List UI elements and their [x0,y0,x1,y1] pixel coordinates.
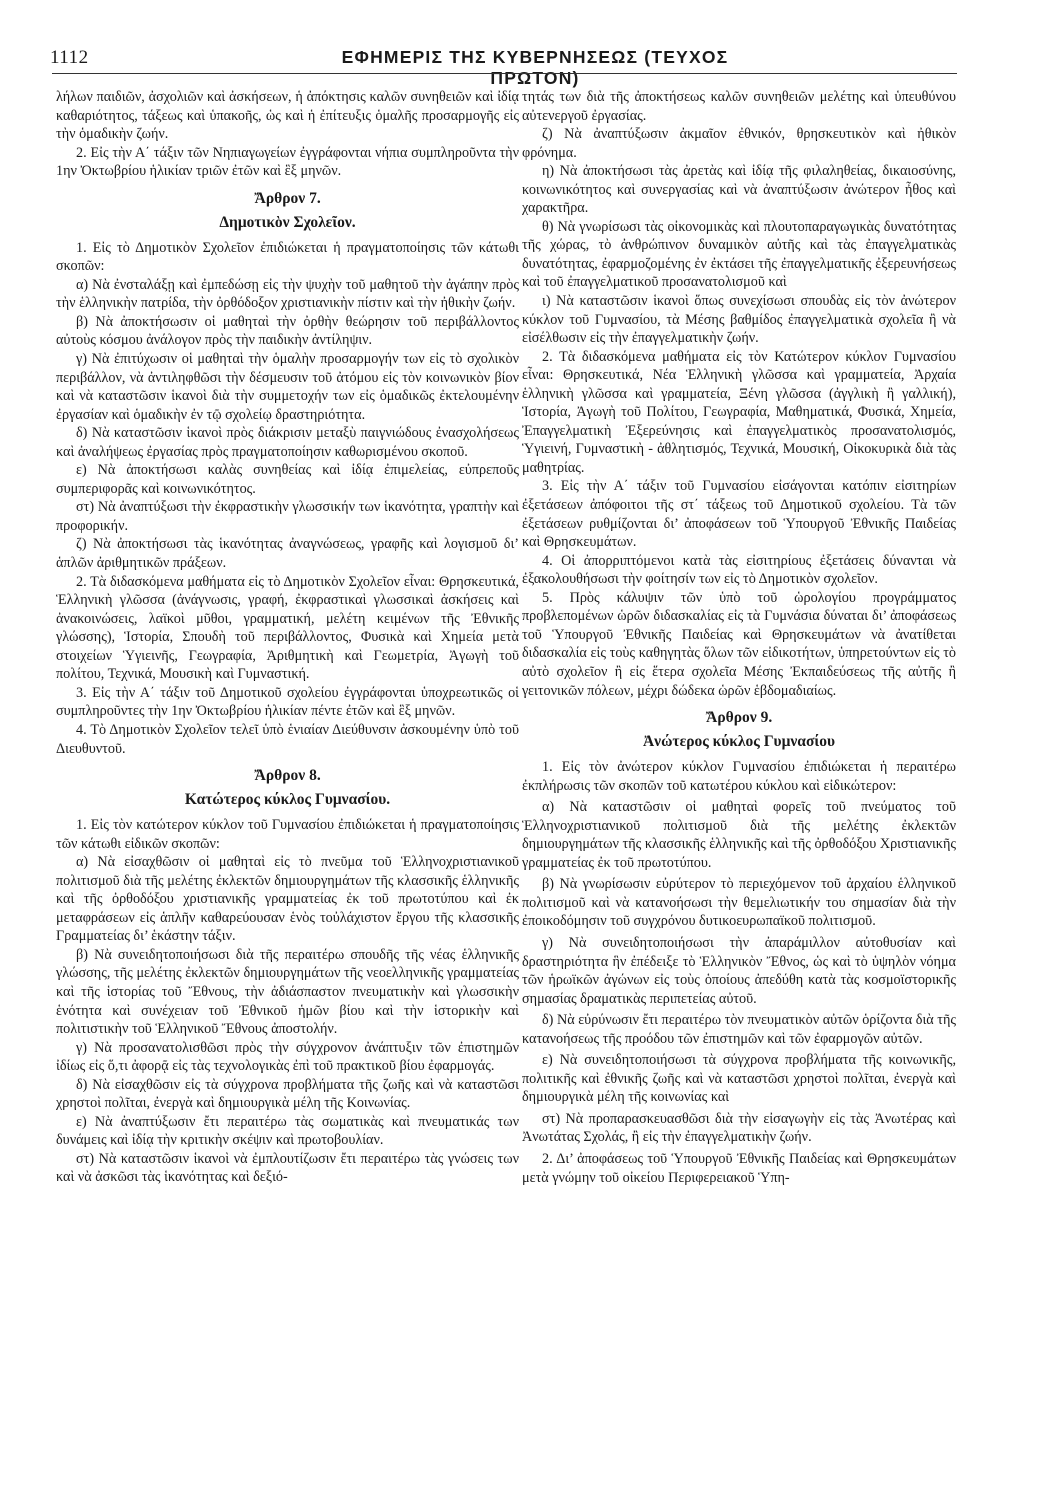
paragraph: στ) Νὰ καταστῶσιν ἱκανοὶ νὰ ἐμπλουτίζωσιν ἔτι περαιτέρω τὰς γνώσεις των καὶ νὰ ἀσκῶσι τὰς ἱκανότητας καὶ δεξιό- [56,1150,519,1186]
paragraph: θ) Νὰ γνωρίσωσι τὰς οἰκονομικὰς καὶ πλουτοπαραγωγικὰς δυνατότητας τῆς χώρας, τὸ ἀνθρώπινον δυναμικὸν αὐτῆς καὶ τὰς ἐπαγγελματικὰς δυνατότητας, ἐφαρμοζομένης ἐν ἐκτάσει τῆς ἐπαγγελματικῆς ἐξερευνήσεως καὶ τοῦ ἐπαγγελματικοῦ προσανατολισμοῦ καὶ [522,218,956,291]
header-divider [52,73,957,74]
paragraph: γ) Νὰ συνειδητοποιήσωσι τὴν ἀπαράμιλλον αὐτοθυσίαν καὶ δραστηριότητα ἣν ἐπέδειξε τὸ Ἑλληνικὸν Ἔθνος, ὡς καὶ τὸ ὑψηλὸν νόημα τῶν ἡρωϊκῶν ἀγώνων εἰς τοὺς ὁποίους ἀπεδύθη κατὰ τὰς κοσμοϊστορικῆς σημασίας δραματικὰς περιπετείας αὐτοῦ. [522,934,956,1007]
paragraph: 1. Εἰς τὸν ἀνώτερον κύκλον Γυμνασίου ἐπιδιώκεται ἡ περαιτέρω ἐκπλήρωσις τῶν σκοπῶν τοῦ κατωτέρου κύκλου καὶ εἰδικώτερον: [522,759,956,794]
paragraph: β) Νὰ γνωρίσωσιν εὐρύτερον τὸ περιεχόμενον τοῦ ἀρχαίου ἑλληνικοῦ πολιτισμοῦ καὶ νὰ κατανοήσωσι τὴν θεμελιωτικήν του σημασίαν διὰ τὴν ἐποικοδόμησιν τοῦ συγχρόνου δυτικοευρωπαϊκοῦ πολιτισμοῦ. [522,876,956,930]
paragraph: 1. Εἰς τὸν κατώτερον κύκλον τοῦ Γυμνασίου ἐπιδιώκεται ἡ πραγματοποίησις τῶν κάτωθι εἰδικῶν σκοπῶν: [56,817,519,852]
article-title-heading: Δημοτικὸν Σχολεῖον. [219,213,356,231]
paragraph: α) Νὰ καταστῶσιν οἱ μαθηταὶ φορεῖς τοῦ πνεύματος τοῦ Ἑλληνοχριστιανικοῦ πολιτισμοῦ διὰ τῆς μελέτης ἐκλεκτῶν δημιουργημάτων τῆς κλασσικῆς ἑλληνικῆς καὶ τῆς ὀρθοδόξου Χριστιανικῆς γραμματείας ἐκ τοῦ πρωτοτύπου. [522,799,956,871]
paragraph: δ) Νὰ καταστῶσιν ἱκανοὶ πρὸς διάκρισιν μεταξὺ παιγνιώδους ἐνασχολήσεως καὶ ἀναλήψεως ἐργασίας πρὸς πραγματοποίησιν καθωρισμένου σκοποῦ. [56,425,519,460]
article-number-heading: Ἄρθρον 8. [254,767,321,785]
gazette-title: ΕΦΗΜΕΡΙΣ ΤΗΣ ΚΥΒΕΡΝΗΣΕΩΣ (ΤΕΥΧΟΣ ΠΡΩΤΟΝ) [341,47,729,88]
paragraph: δ) Νὰ εὐρύνωσιν ἔτι περαιτέρω τὸν πνευματικὸν αὐτῶν ὁρίζοντα διὰ τῆς κατανοήσεως τῆς προόδου τῶν ἐπιστημῶν καὶ τῶν ἐφαρμογῶν αὐτῶν. [522,1012,956,1047]
paragraph: 3. Εἰς τὴν Α΄ τάξιν τοῦ Δημοτικοῦ σχολείου ἐγγράφονται ὑποχρεωτικῶς οἱ συμπληροῦντες τὴν 1ην Ὀκτωβρίου ἡλικίαν πέντε ἐτῶν καὶ ἓξ μηνῶν. [56,684,519,720]
paragraph: η) Νὰ ἀποκτήσωσι τὰς ἀρετὰς καὶ ἰδίᾳ τῆς φιλαληθείας, δικαιοσύνης, κοινωνικότητος καὶ συνεργασίας καὶ νὰ ἀναπτύξωσιν ἀνώτερον ἦθος καὶ χαρακτῆρα. [522,163,956,217]
paragraph: ζ) Νὰ ἀποκτήσωσι τὰς ἱκανότητας ἀναγνώσεως, γραφῆς καὶ λογισμοῦ δι’ ἁπλῶν ἀριθμητικῶν πράξεων. [56,536,519,572]
paragraph: ε) Νὰ συνειδητοποιήσωσι τὰ σύγχρονα προβλήματα τῆς κοινωνικῆς, πολιτικῆς καὶ ἐθνικῆς ζωῆς καὶ νὰ καταστῶσι χρηστοὶ πολῖται, ἐνεργὰ καὶ δημιουργικὰ μέλη τῆς κοινωνίας καὶ [522,1052,956,1106]
paragraph: στ) Νὰ ἀναπτύξωσι τὴν ἐκφραστικὴν γλωσσικήν των ἱκανότητα, γραπτὴν καὶ προφορικήν. [56,499,519,534]
paragraph: ζ) Νὰ ἀναπτύξωσιν ἀκμαῖον ἐθνικόν, θρησκευτικὸν καὶ ἠθικὸν φρόνημα. [522,126,956,161]
paragraph: 2. Δι’ ἀποφάσεως τοῦ Ὑπουργοῦ Ἐθνικῆς Παιδείας καὶ Θρησκευμάτων μετὰ γνώμην τοῦ οἰκείου Περιφερειακοῦ Ὑπη- [522,1150,956,1186]
paragraph: δ) Νὰ εἰσαχθῶσιν εἰς τὰ σύγχρονα προβλήματα τῆς ζωῆς καὶ νὰ καταστῶσι χρηστοὶ πολῖται, ἐνεργὰ καὶ δημιουργικὰ μέλη τῆς Κοινωνίας. [56,1076,519,1112]
left-column [56,88,519,1187]
paragraph: 3. Εἰς τὴν Α΄ τάξιν τοῦ Γυμνασίου εἰσάγονται κατόπιν εἰσιτηρίων ἐξετάσεων ἀπόφοιτοι τῆς στ΄ τάξεως τοῦ Δημοτικοῦ σχολείου. Τὰ τῶν ἐξετάσεων ρυθμίζονται δι’ ἀποφάσεων τοῦ Ὑπουργοῦ Ἐθνικῆς Παιδείας καὶ Θρησκευμάτων. [522,478,956,551]
paragraph: ι) Νὰ καταστῶσιν ἱκανοὶ ὅπως συνεχίσωσι σπουδὰς εἰς τὸν ἀνώτερον κύκλον τοῦ Γυμνασίου, τὰ Μέσης βαθμίδος ἐπαγγελματικὰ σχολεῖα ἢ νὰ εἰσέλθωσιν εἰς τὴν ἐπαγγελματικὴν ζωήν. [522,293,956,347]
paragraph: 4. Οἱ ἀπορριπτόμενοι κατὰ τὰς εἰσιτηρίους ἐξετάσεις δύνανται νὰ ἐξακολουθήσωσι τὴν φοίτησίν των εἰς τὸ Δημοτικὸν σχολεῖον. [522,552,956,588]
paragraph: α) Νὰ εἰσαχθῶσιν οἱ μαθηταὶ εἰς τὸ πνεῦμα τοῦ Ἑλληνοχριστιανικοῦ πολιτισμοῦ διὰ τῆς μελέτης ἐκλεκτῶν δημιουργημάτων τῆς κλασσικῆς ἑλληνικῆς καὶ τῆς ὀρθοδόξου χριστιανικῆς γραμματείας ἐκ τοῦ πρωτοτύπου καὶ ἐκ μεταφράσεων εἰς ἁπλῆν καθαρεύουσαν ἑνὸς τοὐλάχιστον ἔργου τῆς κλασσικῆς Γραμματείας δι’ ἑκάστην τάξιν. [56,854,519,945]
paragraph: γ) Νὰ ἐπιτύχωσιν οἱ μαθηταὶ τὴν ὁμαλὴν προσαρμογήν των εἰς τὸ σχολικὸν περιβάλλον, νὰ ἀντιληφθῶσι τὴν δέσμευσιν τοῦ ἀτόμου εἰς τὸν κοινωνικὸν βίον καὶ νὰ καταστῶσιν ἱκανοὶ διὰ τὴν συμμετοχήν των εἰς ὁμαδικῶς ἐκτελουμένην ἐργασίαν καὶ ὁμαδικὴν ἐν τῷ σχολείῳ δραστηριότητα. [56,351,519,423]
paragraph: ε) Νὰ ἀναπτύξωσιν ἔτι περαιτέρω τὰς σωματικὰς καὶ πνευματικάς των δυνάμεις καὶ ἰδίᾳ τὴν κριτικὴν σκέψιν καὶ πρωτοβουλίαν. [56,1113,519,1149]
continued-paragraph: λήλων παιδιῶν, ἀσχολιῶν καὶ ἀσκήσεων, ἡ ἀπόκτησις καλῶν συνηθειῶν καὶ ἰδίᾳ καθαριότητος, τάξεως καὶ ὑπακοῆς, ὡς καὶ ἡ ἐπίτευξις ὁμαλῆς προσαρμογῆς εἰς τὴν ὁμαδικὴν ζωήν. [56,89,519,143]
paragraph: 2. Τὰ διδασκόμενα μαθήματα εἰς τὸ Δημοτικὸν Σχολεῖον εἶναι: Θρησκευτικά, Ἑλληνικὴ γλῶσσα (ἀνάγνωσις, γραφή, ἐκφραστικαὶ γλωσσικαὶ ἀσκήσεις καὶ ἀνακοινώσεις, λαϊκοὶ μῦθοι, γραμματική, μελέτη κειμένων τῆς Ἐθνικῆς γλώσσης), Ἱστορία, Σπουδὴ τοῦ περιβάλλοντος, Φυσικὰ καὶ Χημεία μετὰ στοιχείων Ὑγιεινῆς, Γεωγραφία, Ἀριθμητικὴ καὶ Γεωμετρία, Ἀγωγὴ τοῦ πολίτου, Τεχνικά, Μουσικὴ καὶ Γυμναστική. [56,573,519,683]
paragraph: 2. Εἰς τὴν Α΄ τάξιν τῶν Νηπιαγωγείων ἐγγράφονται νήπια συμπληροῦντα τὴν 1ην Ὀκτωβρίου ἡλικίαν τριῶν ἐτῶν καὶ ἓξ μηνῶν. [56,144,519,180]
paragraph: 4. Τὸ Δημοτικὸν Σχολεῖον τελεῖ ὑπὸ ἑνιαίαν Διεύθυνσιν ἀσκουμένην ὑπὸ τοῦ Διευθυντοῦ. [56,721,519,757]
paragraph: στ) Νὰ προπαρασκευασθῶσι διὰ τὴν εἰσαγωγὴν εἰς τὰς Ἀνωτέρας καὶ Ἀνωτάτας Σχολάς, ἢ εἰς τὴν ἐπαγγελματικὴν ζωήν. [522,1110,956,1146]
paragraph: 2. Τὰ διδασκόμενα μαθήματα εἰς τὸν Κατώτερον κύκλον Γυμνασίου εἶναι: Θρησκευτικά, Νέα Ἑλληνικὴ γλῶσσα καὶ γραμματεία, Ἀρχαία ἑλληνικὴ γλῶσσα καὶ γραμματεία, Ξένη γλῶσσα (ἀγγλικὴ ἢ γαλλική), Ἱστορία, Ἀγωγὴ τοῦ Πολίτου, Γεωγραφία, Μαθηματικά, Φυσικά, Χημεία, Ἐπαγγελματικὴ Ἐξερεύνησις καὶ ἐπαγγελματικὸς προσανατολισμός, Ὑγιεινή, Γυμναστικὴ - ἀθλητισμός, Τεχνικά, Μουσική, Οἰκοκυρικὰ διὰ τὰς μαθητρίας. [522,348,956,476]
page-number: 1112 [50,47,89,68]
paragraph: ε) Νὰ ἀποκτήσωσι καλὰς συνηθείας καὶ ἰδίᾳ ἐπιμελείας, εὐπρεποῦς συμπεριφορᾶς καὶ κοινωνικότητος. [56,462,519,497]
paragraph: 1. Εἰς τὸ Δημοτικὸν Σχολεῖον ἐπιδιώκεται ἡ πραγματοποίησις τῶν κάτωθι σκοπῶν: [56,239,519,275]
paragraph: β) Νὰ συνειδητοποιήσωσι διὰ τῆς περαιτέρω σπουδῆς τῆς νέας ἑλληνικῆς γλώσσης, τῆς μελέτης ἐκλεκτῶν δημιουργημάτων τῆς νεοελληνικῆς γραμματείας καὶ τῆς ἱστορίας τοῦ Ἔθνους, τὴν ἀδιάσπαστον πνευματικὴν καὶ γλωσσικὴν ἑνότητα καὶ συνέχειαν τοῦ Ἐθνικοῦ ἡμῶν βίου καὶ τὴν ἱστορικὴν καὶ πολιτιστικὴν τοῦ Ἑλληνικοῦ Ἔθνους ἀποστολήν. [56,946,519,1038]
article-number-heading: Ἄρθρον 7. [254,189,321,207]
right-column [522,88,956,1187]
continued-paragraph: τητάς των διὰ τῆς ἀποκτήσεως καλῶν συνηθειῶν μελέτης καὶ ὑπευθύνου αὐτενεργοῦ ἐργασίας. [522,89,956,124]
paragraph: γ) Νὰ προσανατολισθῶσι πρὸς τὴν σύγχρονον ἀνάπτυξιν τῶν ἐπιστημῶν ἰδίως εἰς ὅ,τι ἀφορᾷ εἰς τὰς τεχνολογικὰς ἐπὶ τοῦ πρακτικοῦ βίου ἐφαρμογάς. [56,1039,519,1075]
paragraph: 5. Πρὸς κάλυψιν τῶν ὑπὸ τοῦ ὡρολογίου προγράμματος προβλεπομένων ὡρῶν διδασκαλίας εἰς τὰ Γυμνάσια δύναται δι’ ἀποφάσεως τοῦ Ὑπουργοῦ Ἐθνικῆς Παιδείας καὶ Θρησκευμάτων νὰ ἀνατίθεται διδασκαλία εἰς τοὺς καθηγητὰς ὅλων τῶν εἰδικοτήτων, ὑπηρετούντων εἰς τὸ αὐτὸ σχολεῖον ἢ εἰς ἕτερα σχολεῖα Μέσης Ἐκπαιδεύσεως τῆς αὐτῆς ἢ γειτονικῶν πόλεων, μέχρι δώδεκα ὡρῶν ἑβδομαδιαίως. [522,589,956,699]
paragraph: β) Νὰ ἀποκτήσωσιν οἱ μαθηταὶ τὴν ὀρθὴν θεώρησιν τοῦ περιβάλλοντος αὐτοὺς κόσμου ἀνάλογον πρὸς τὴν παιδικὴν ἀντίληψιν. [56,313,519,349]
article-title-heading: Κατώτερος κύκλος Γυμνασίου. [184,791,391,809]
paragraph: α) Νὰ ἐνσταλάξῃ καὶ ἐμπεδώσῃ εἰς τὴν ψυχὴν τοῦ μαθητοῦ τὴν ἀγάπην πρὸς τὴν ἑλληνικὴν πατρίδα, τὴν ὀρθόδοξον χριστιανικὴν πίστιν καὶ τὴν ἠθικὴν ζωήν. [56,276,519,312]
article-title-heading: Ἀνώτερος κύκλος Γυμνασίου [642,733,835,751]
article-number-heading: Ἄρθρον 9. [705,709,773,727]
